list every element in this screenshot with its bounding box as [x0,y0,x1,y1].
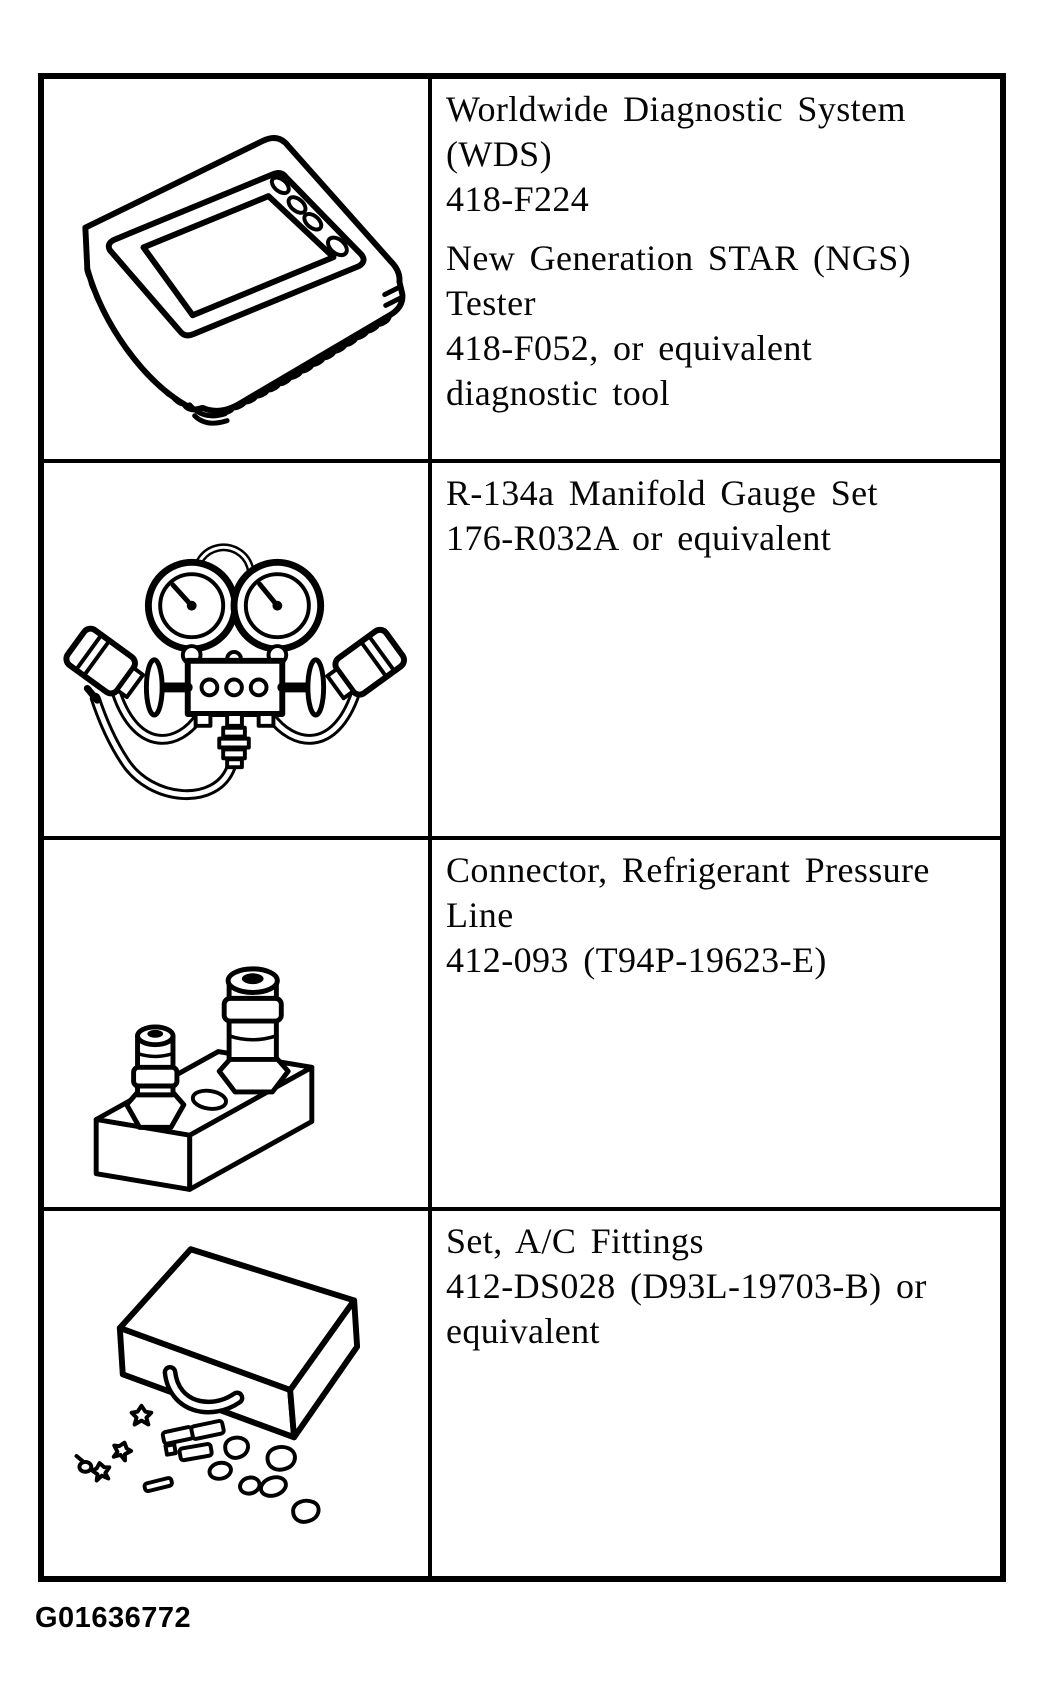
tool-number-line: 412-093 (T94P-19623-E) [446,940,827,980]
wds-diagnostic-tester-illustration [44,79,428,459]
tool-text-line: Set, A/C Fittings [446,1221,704,1261]
tool-text-line: (WDS) [446,134,552,174]
tool-name-paragraph [446,236,994,416]
tool-name-paragraph [446,87,994,222]
tool-text-line: equivalent [446,1311,600,1351]
tool-text-line: Connector, Refrigerant Pressure [446,850,930,890]
manifold-gauge-set-illustration [44,463,428,836]
table-row [44,840,1000,1211]
special-tools-table [38,73,1006,1582]
tool-text-line: R-134a Manifold Gauge Set [446,473,878,513]
tool-number-line: 418-F224 [446,179,590,219]
figure-id-caption: G01636772 [35,1602,192,1634]
tool-text-line: Line [446,895,514,935]
tool-description-cell [432,840,1000,1207]
tool-illustration-cell [44,1211,432,1576]
tool-description-cell [432,463,1000,836]
tool-name-paragraph [446,471,994,561]
tool-number-line: 418-F052, or equivalent [446,328,813,368]
tool-text-line: diagnostic tool [446,373,670,413]
refrigerant-pressure-line-connector-illustration [44,840,428,1207]
tool-description-cell [432,79,1000,459]
tool-illustration-cell [44,79,432,459]
table-row [44,1211,1000,1576]
ac-fittings-set-case-illustration [44,1211,428,1576]
tool-number-line: 176-R032A or equivalent [446,518,832,558]
tool-text-line: New Generation STAR (NGS) [446,238,912,278]
tool-illustration-cell [44,840,432,1207]
tool-number-line: 412-DS028 (D93L-19703-B) or [446,1266,927,1306]
table-row [44,463,1000,840]
tool-text-line: Worldwide Diagnostic System [446,89,906,129]
tool-text-line: Tester [446,283,536,323]
tool-name-paragraph [446,848,994,983]
tool-illustration-cell [44,463,432,836]
tool-name-paragraph [446,1219,994,1354]
table-row [44,79,1000,463]
tool-description-cell [432,1211,1000,1576]
